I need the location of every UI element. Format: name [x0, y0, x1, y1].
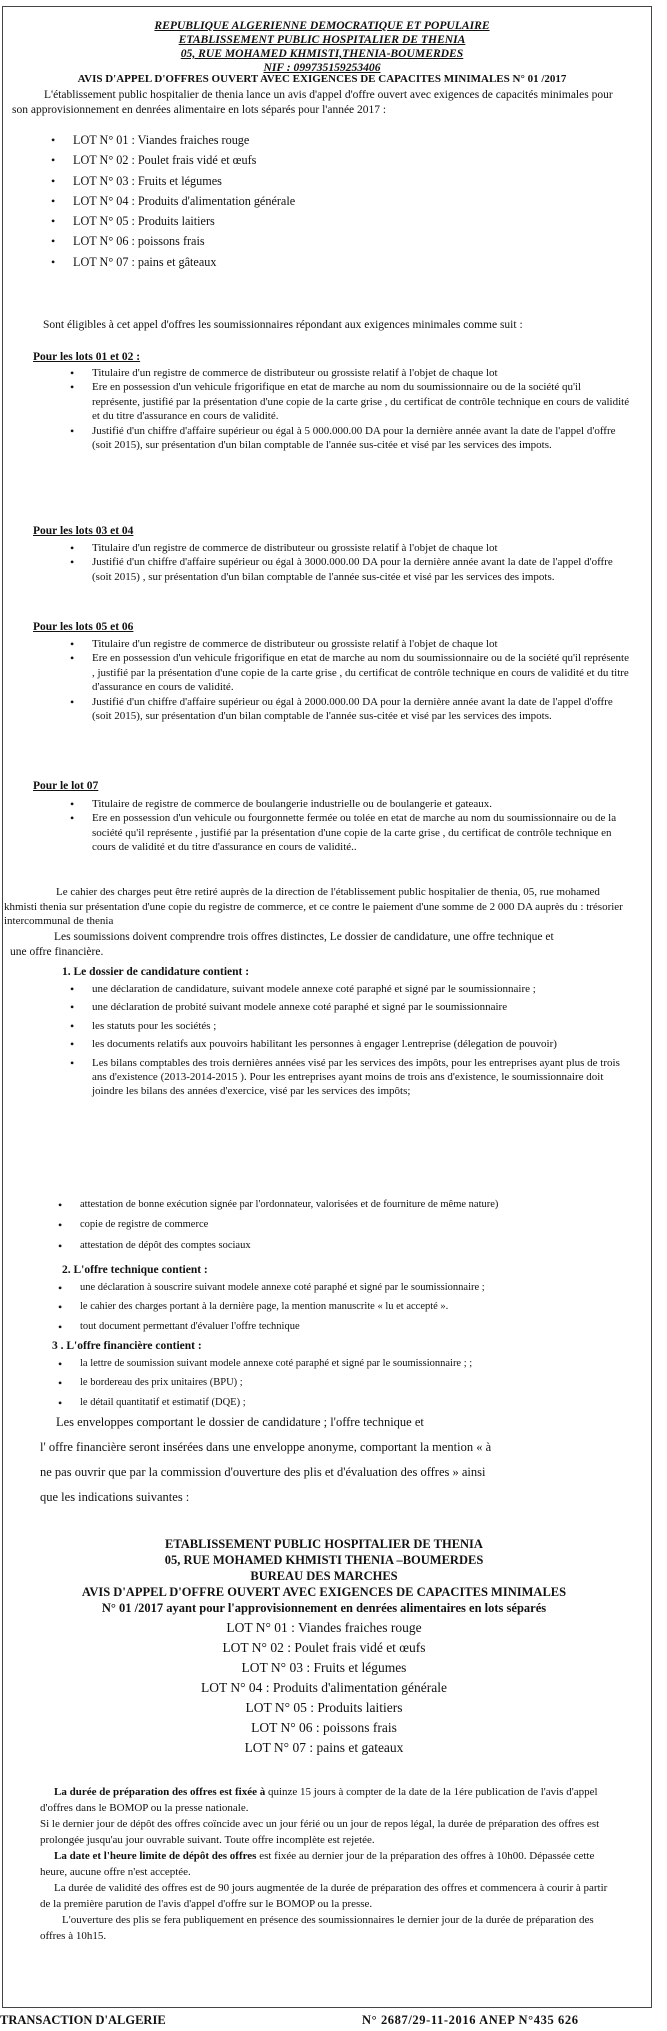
- dossier-list: [92, 982, 632, 1099]
- envelope-lot: LOT N° 02 : Poulet frais vidé et œufs: [222, 1640, 426, 1655]
- duree-label: La durée de préparation des offres est fixée à: [54, 1786, 266, 1798]
- financiere-item: • le détail quantitatif et estimatif (DQE) ;: [80, 1396, 640, 1410]
- notice-title: AVIS D'APPEL D'OFFRES OUVERT AVEC EXIGENCES DE CAPACITES MINIMALES N° 01 /2017: [77, 73, 567, 85]
- header-establishment: ETABLISSEMENT PUBLIC HOSPITALIER DE THENIA: [178, 33, 466, 46]
- date-limite: [40, 1849, 620, 1880]
- envelope-lot: LOT N° 07 : pains et gateaux: [244, 1740, 404, 1755]
- dossier-item: • les documents relatifs aux pouvoirs habilitant les personnes à engager l.entreprise (délegation de pouvoir): [92, 1037, 632, 1051]
- requirement-item: • Ere en possession d'un vehicule frigorifique en etat de marche au nom du soumissionnaire ou de la société qu'il représente , justifié par la présentation d'une copie de la carte grise , du certificat de contrôle technique en cours de validité et du titre d'assurance en cours de validité.: [92, 651, 630, 694]
- header-address: 05, RUE MOHAMED KHMISTI,THENIA-BOUMERDES: [180, 47, 464, 60]
- validite-text: La durée de validité des offres est de 90 jours augmentée de la durée de préparation des offres et commencera à courir à partir de la première parution de l'avis d'appel d'offre sur le BOMOP ou la presse.: [40, 1882, 608, 1910]
- envelope-lot: LOT N° 06 : poissons frais: [251, 1720, 397, 1735]
- lot-item: • LOT N° 07 : pains et gâteaux: [73, 252, 613, 272]
- requirement-item: • Titulaire d'un registre de commerce de distributeur ou grossiste relatif à l'objet de chaque lot: [92, 637, 630, 651]
- requirement-item: • Ere en possession d'un vehicule ou fourgonnette fermée ou tolée en etat de marche au nom du soumissionnaire ou de la société qu'il représente , justifié par la présentation d'une copie de la carte grise , du certificat de contrôle technique en cours de validité et du titre d'assurance en cours de validité..: [92, 811, 630, 854]
- technique-item: • une déclaration à souscrire suivant modele annexe coté paraphé et signé par le soumissionnaire ;: [80, 1281, 640, 1295]
- lot-item: • LOT N° 05 : Produits laitiers: [73, 211, 613, 231]
- dossier-item: • Les bilans comptables des trois dernières années visé par les services des impôts, pour les entreprises ayant plus de trois ans d'existence (2013-2014-2015 ). Pour les entreprises ayant moins de trois ans d'existence, le soumissionnaire doit joindre les bilans des années d'exercice, visé par les services des impôts;: [92, 1056, 632, 1099]
- dernier-jour-text: Si le dernier jour de dépôt des offres coïncide avec un jour férié ou un jour de repos légal, la durée de préparation des offres est prolongée jusqu'au jour ouvrable suivant. Toute offre incomplète est rejetée.: [40, 1818, 600, 1846]
- financiere-item: • le bordereau des prix unitaires (BPU) ;: [80, 1376, 640, 1390]
- lot-item: • LOT N° 04 : Produits d'alimentation générale: [73, 191, 613, 211]
- dossier-list-continued: [80, 1198, 640, 1253]
- lot-item: • LOT N° 06 : poissons frais: [73, 231, 613, 251]
- section-lots-03-04: [92, 541, 630, 584]
- date-limite-text: est fixée au dernier jour de la préparation des offres à 10h00. Dépassée cette heure, aucune offre n'est acceptée.: [40, 1850, 595, 1878]
- envelope-establishment: ETABLISSEMENT PUBLIC HOSPITALIER DE THENIA: [165, 1537, 483, 1551]
- date-limite-label: La date et l'heure limite de dépôt des offres: [54, 1850, 257, 1862]
- requirement-item: • Ere en possession d'un vehicule frigorifique en etat de marche au nom du soumissionnaire ou de la société qu'il représente, justifié par la présentation d'une copie de la carte grise , du certificat de contrôle technique en cours de validité et du titre d'assurance en cours de validité.: [92, 380, 630, 423]
- duree-text: quinze 15 jours à compter de la date de la 1ére publication de l'avis d'appel d'offres dans le BOMOP ou la presse nationale.: [40, 1786, 598, 1814]
- lot-item: • LOT N° 03 : Fruits et légumes: [73, 171, 613, 191]
- footer-publication: TRANSACTION D'ALGERIE: [0, 2013, 166, 2027]
- soumissions-text: Les soumissions doivent comprendre trois offres distinctes, Le dossier de candidature, une offre technique et une offre financière.: [10, 931, 554, 958]
- duree-preparation: [40, 1785, 610, 1816]
- lot-item: • LOT N° 01 : Viandes fraiches rouge: [73, 130, 613, 150]
- envelope-bureau: BUREAU DES MARCHES: [250, 1569, 398, 1583]
- dossier-item: • attestation de dépôt des comptes sociaux: [80, 1239, 640, 1253]
- requirement-item: • Justifié d'un chiffre d'affaire supérieur ou égal à 2000.000.00 DA pour la dernière année avant la date de l'appel d'offre (soit 2015), sur présentation d'un bilan comptable de l'année sus-citée et visé par les services des impots.: [92, 695, 630, 724]
- dossier-item: • attestation de bonne exécution signée par l'ordonnateur, valorisées et de fourniture de même nature): [80, 1198, 640, 1212]
- footer-reference: N° 2687/29-11-2016 ANEP N°435 626: [362, 2013, 579, 2027]
- requirement-item: • Titulaire d'un registre de commerce de distributeur ou grossiste relatif à l'objet de chaque lot: [92, 366, 630, 380]
- enveloppes-line: Les enveloppes comportant le dossier de candidature ; l'offre technique et: [56, 1415, 424, 1429]
- requirement-item: • Titulaire d'un registre de commerce de distributeur ou grossiste relatif à l'objet de chaque lot: [92, 541, 630, 555]
- cahier-des-charges-text: Le cahier des charges peut être retiré auprès de la direction de l'établissement public hospitalier de thenia, 05, rue mohamed khmisti thenia sur présentation d'une copie du registre de commerce, et ce contre le paiement d'une somme de 2 000 DA auprès du : trésorier intercommunal de thenia: [4, 886, 623, 928]
- financiere-list: [80, 1357, 640, 1410]
- section-heading: Pour le lot 07: [33, 780, 99, 792]
- lots-list: [73, 130, 613, 272]
- enveloppes-line: l' offre financière seront insérées dans une enveloppe anonyme, comportant la mention « à: [40, 1440, 492, 1454]
- dossier-item: • copie de registre de commerce: [80, 1218, 640, 1232]
- envelope-lot: LOT N° 01 : Viandes fraiches rouge: [226, 1620, 422, 1635]
- technique-heading: 2. L'offre technique contient :: [62, 1264, 208, 1276]
- section-heading: Pour les lots 01 et 02 :: [33, 351, 141, 363]
- lot-item: • LOT N° 02 : Poulet frais vidé et œufs: [73, 150, 613, 170]
- header-nif: NIF : 099735159253406: [263, 61, 381, 74]
- requirement-item: • Justifié d'un chiffre d'affaire supérieur ou égal à 5 000.000.00 DA pour la dernière année avant la date de l'appel d'offre (soit 2015), sur présentation d'un bilan comptable de l'année sus-citée et visé par les services des impots.: [92, 424, 630, 453]
- envelope-title: AVIS D'APPEL D'OFFRE OUVERT AVEC EXIGENCES DE CAPACITES MINIMALES: [81, 1585, 567, 1599]
- dossier-item: • les statuts pour les sociétés ;: [92, 1019, 632, 1033]
- requirement-item: • Justifié d'un chiffre d'affaire supérieur ou égal à 3000.000.00 DA pour la dernière année avant la date de l'appel d'offre (soit 2015) , sur présentation d'un bilan comptable de l'année sus-citée et visé par les services des impots.: [92, 555, 630, 584]
- enveloppes-line: que les indications suivantes :: [40, 1490, 190, 1504]
- section-lot-07: [92, 797, 630, 855]
- envelope-address: 05, RUE MOHAMED KHMISTI THENIA –BOUMERDES: [164, 1553, 484, 1567]
- section-lots-01-02: [92, 366, 630, 452]
- eligibility-text: Sont éligibles à cet appel d'offres les soumissionnaires répondant aux exigences minimales comme suit :: [43, 319, 523, 331]
- header-republic: REPUBLIQUE ALGERIENNE DEMOCRATIQUE ET POPULAIRE: [154, 19, 490, 32]
- financiere-item: • la lettre de soumission suivant modele annexe coté paraphé et signé par le soumissionnaire ; ;: [80, 1357, 640, 1371]
- section-heading: Pour les lots 05 et 06: [33, 621, 134, 633]
- ouverture-text: L'ouverture des plis se fera publiquement en présence des soumissionnaires le dernier jour de la durée de préparation des offres à 10h15.: [40, 1914, 594, 1942]
- notice-intro: L'établissement public hospitalier de thenia lance un avis d'appel d'offre ouvert avec exigences de capacités minimales pour son approvisionnement en denrées alimentaire en lots séparés pour l'année 2017 :: [12, 89, 613, 116]
- envelope-lot: LOT N° 04 : Produits d'alimentation générale: [200, 1680, 448, 1695]
- envelope-lot: LOT N° 03 : Fruits et légumes: [241, 1660, 407, 1675]
- enveloppes-line: ne pas ouvrir que par la commission d'ouverture des plis et d'évaluation des offres » ainsi: [40, 1465, 486, 1479]
- financiere-heading: 3 . L'offre financière contient :: [52, 1340, 202, 1352]
- section-heading: Pour les lots 03 et 04: [33, 525, 134, 537]
- technique-item: • le cahier des charges portant à la dernière page, la mention manuscrite « lu et accepté ».: [80, 1300, 640, 1314]
- dossier-item: • une déclaration de candidature, suivant modele annexe coté paraphé et signé par le soumissionnaire ;: [92, 982, 632, 996]
- section-lots-05-06: [92, 637, 630, 723]
- requirement-item: • Titulaire de registre de commerce de boulangerie industrielle ou de boulangerie et gateaux.: [92, 797, 630, 811]
- technique-list: [80, 1281, 640, 1334]
- dossier-item: • une déclaration de probité suivant modele annexe coté paraphé et signé par le soumissionnaire: [92, 1000, 632, 1014]
- envelope-subtitle: N° 01 /2017 ayant pour l'approvisionnement en denrées alimentaires en lots séparés: [101, 1601, 547, 1615]
- dossier-heading: 1. Le dossier de candidature contient :: [62, 966, 250, 978]
- envelope-lot: LOT N° 05 : Produits laitiers: [245, 1700, 403, 1715]
- notice-header: [22, 19, 622, 75]
- technique-item: • tout document permettant d'évaluer l'offre technique: [80, 1320, 640, 1334]
